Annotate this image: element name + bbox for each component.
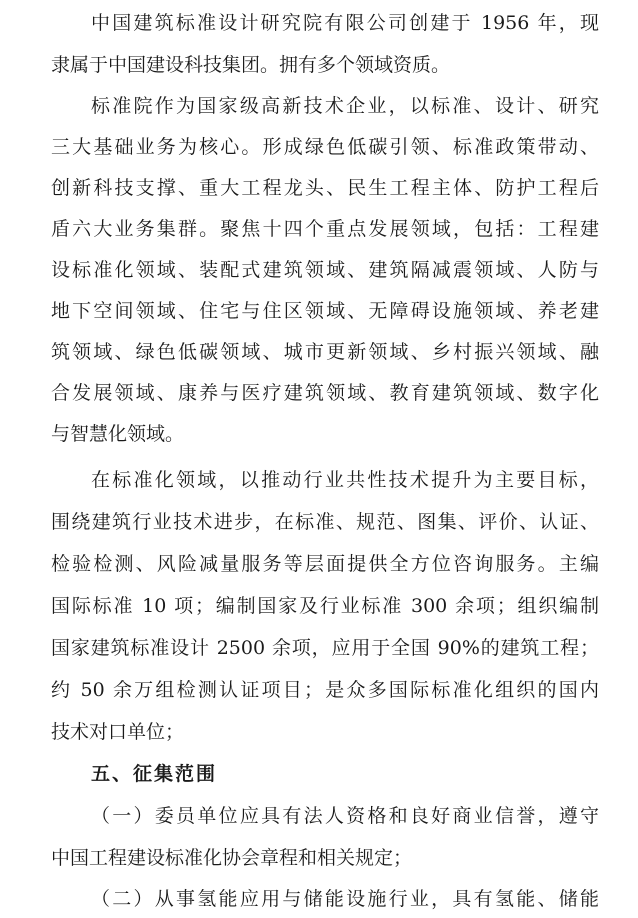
item-1-line-2: 中国工程建设标准化协会章程和相关规定； [51, 847, 413, 869]
paragraph-3-line-3: 检验检测、风险减量服务等层面提供全方位咨询服务。主编 [51, 553, 599, 575]
paragraph-2-line-5: 设标准化领域、装配式建筑领域、建筑隔减震领域、人防与 [51, 259, 599, 281]
paragraph-2-line-7: 筑领域、绿色低碳领域、城市更新领域、乡村振兴领域、融 [51, 341, 599, 363]
paragraph-2-line-6: 地下空间领域、住宅与住区领域、无障碍设施领域、养老建 [51, 300, 599, 322]
paragraph-2-line-9: 与智慧化领域。 [51, 423, 185, 445]
paragraph-2-line-4: 盾六大业务集群。聚焦十四个重点发展领域，包括：工程建 [51, 218, 599, 240]
paragraph-2-line-3: 创新科技支撑、重大工程龙头、民生工程主体、防护工程后 [51, 177, 599, 199]
item-2-line-1: （二）从事氢能应用与储能设施行业，具有氢能、储能 [91, 888, 599, 910]
paragraph-2-line-8: 合发展领域、康养与医疗建筑领域、教育建筑领域、数字化 [51, 382, 599, 404]
paragraph-3-line-6: 约 50 余万组检测认证项目；是众多国际标准化组织的国内 [51, 679, 599, 701]
paragraph-2-line-2: 三大基础业务为核心。形成绿色低碳引领、标准政策带动、 [51, 136, 599, 158]
paragraph-3-line-7: 技术对口单位； [51, 721, 185, 743]
paragraph-3-line-1: 在标准化领域，以推动行业共性技术提升为主要目标， [91, 469, 599, 491]
paragraph-3-line-2: 围绕建筑行业技术进步，在标准、规范、图集、评价、认证、 [51, 511, 599, 533]
section-heading: 五、征集范围 [91, 763, 218, 785]
paragraph-2-line-1: 标准院作为国家级高新技术企业，以标准、设计、研究 [91, 95, 599, 117]
item-1-line-1: （一）委员单位应具有法人资格和良好商业信誉，遵守 [91, 805, 599, 827]
paragraph-3-line-5: 国家建筑标准设计 2500 余项，应用于全国 90%的建筑工程； [51, 637, 599, 659]
paragraph-1-line-1: 中国建筑标准设计研究院有限公司创建于 1956 年，现 [91, 12, 599, 34]
paragraph-3-line-4: 国际标准 10 项；编制国家及行业标准 300 余项；组织编制 [51, 595, 599, 617]
paragraph-1-line-2: 隶属于中国建设科技集团。拥有多个领域资质。 [51, 54, 451, 76]
